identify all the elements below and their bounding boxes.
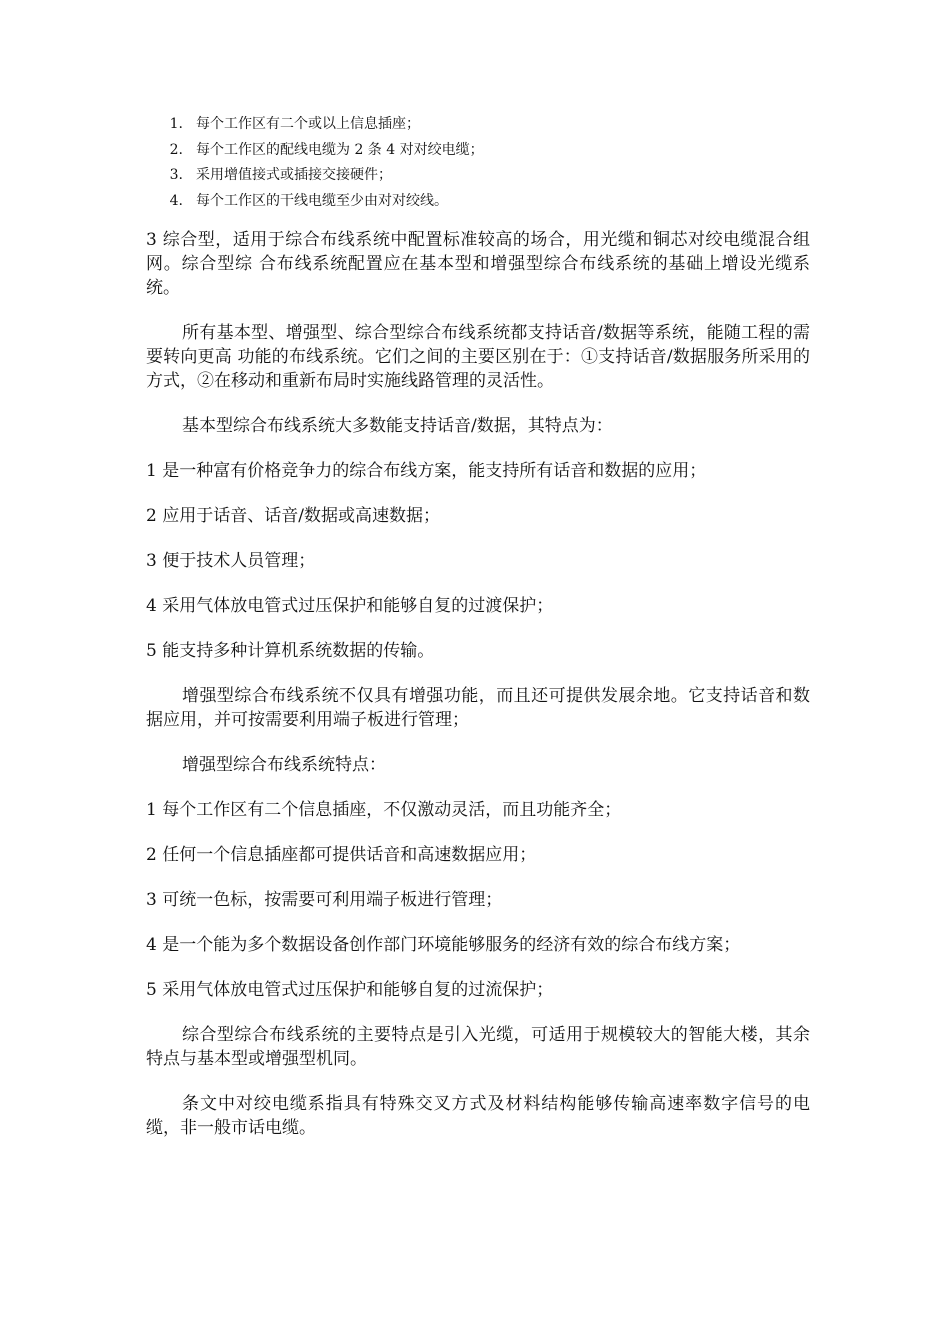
enhanced-feature-1: 1 每个工作区有二个信息插座，不仅激动灵活，而且功能齐全； (146, 800, 622, 820)
list-number: 1. (169, 116, 183, 132)
list-number: 4. (169, 192, 183, 209)
list-item (146, 189, 810, 215)
paragraph-basic-intro: 基本型综合布线系统大多数能支持话音/数据，其特点为： (182, 416, 613, 436)
list-item (146, 138, 810, 164)
basic-feature-2: 2 应用于话音、话音/数据或高速数据； (146, 506, 440, 526)
list-number: 2. (169, 141, 183, 158)
list-item (146, 163, 810, 189)
paragraph-comprehensive-features: 综合型综合布线系统的主要特点是引入光缆，可适用于规模较大的智能大楼，其余特点与基本型或增强型机同。 (146, 1025, 810, 1069)
paragraph-enhanced-features-heading: 增强型综合布线系统特点： (182, 755, 386, 775)
basic-feature-3: 3 便于技术人员管理； (146, 551, 316, 571)
paragraph-twisted-pair-note: 条文中对绞电缆系指具有特殊交叉方式及材料结构能够传输高速率数字信号的电缆，非一般市话电缆。 (146, 1094, 810, 1138)
paragraph-comprehensive-type: 3 综合型，适用于综合布线系统中配置标准较高的场合，用光缆和铜芯对绞电缆混合组网。综合型综 合布线系统配置应在基本型和增强型综合布线系统的基础上增设光缆系统。 (146, 230, 810, 298)
paragraph-enhanced-intro: 增强型综合布线系统不仅具有增强功能，而且还可提供发展余地。它支持话音和数据应用，并可按需要利用端子板进行管理； (146, 686, 810, 730)
list-item (146, 112, 810, 138)
list-text: 每个工作区的干线电缆至少由对对绞线。 (196, 192, 448, 209)
basic-feature-1: 1 是一种富有价格竞争力的综合布线方案，能支持所有话音和数据的应用； (146, 461, 707, 481)
enhanced-feature-2: 2 任何一个信息插座都可提供话音和高速数据应用； (146, 845, 537, 865)
enhanced-feature-4: 4 是一个能为多个数据设备创作部门环境能够服务的经济有效的综合布线方案； (146, 935, 741, 955)
list-number: 3. (169, 167, 183, 183)
list-text: 采用增值接式或插接交接硬件； (196, 167, 392, 183)
list-text: 每个工作区的配线电缆为 2 条 4 对对绞电缆； (196, 141, 484, 158)
enhanced-feature-5: 5 采用气体放电管式过压保护和能够自复的过流保护； (146, 980, 554, 1000)
enhanced-feature-3: 3 可统一色标，按需要可利用端子板进行管理； (146, 890, 503, 910)
numbered-list (146, 112, 810, 214)
paragraph-system-differences: 所有基本型、增强型、综合型综合布线系统都支持话音/数据等系统，能随工程的需要转向更高 功能的布线系统。它们之间的主要区别在于：①支持话音/数据服务所采用的方式，②在移动和重新布局时实施线路管理的灵活性。 (146, 323, 810, 391)
basic-feature-4: 4 采用气体放电管式过压保护和能够自复的过渡保护； (146, 596, 554, 616)
basic-feature-5: 5 能支持多种计算机系统数据的传输。 (146, 641, 435, 661)
list-text: 每个工作区有二个或以上信息插座； (196, 116, 420, 132)
document-page (146, 112, 810, 1161)
